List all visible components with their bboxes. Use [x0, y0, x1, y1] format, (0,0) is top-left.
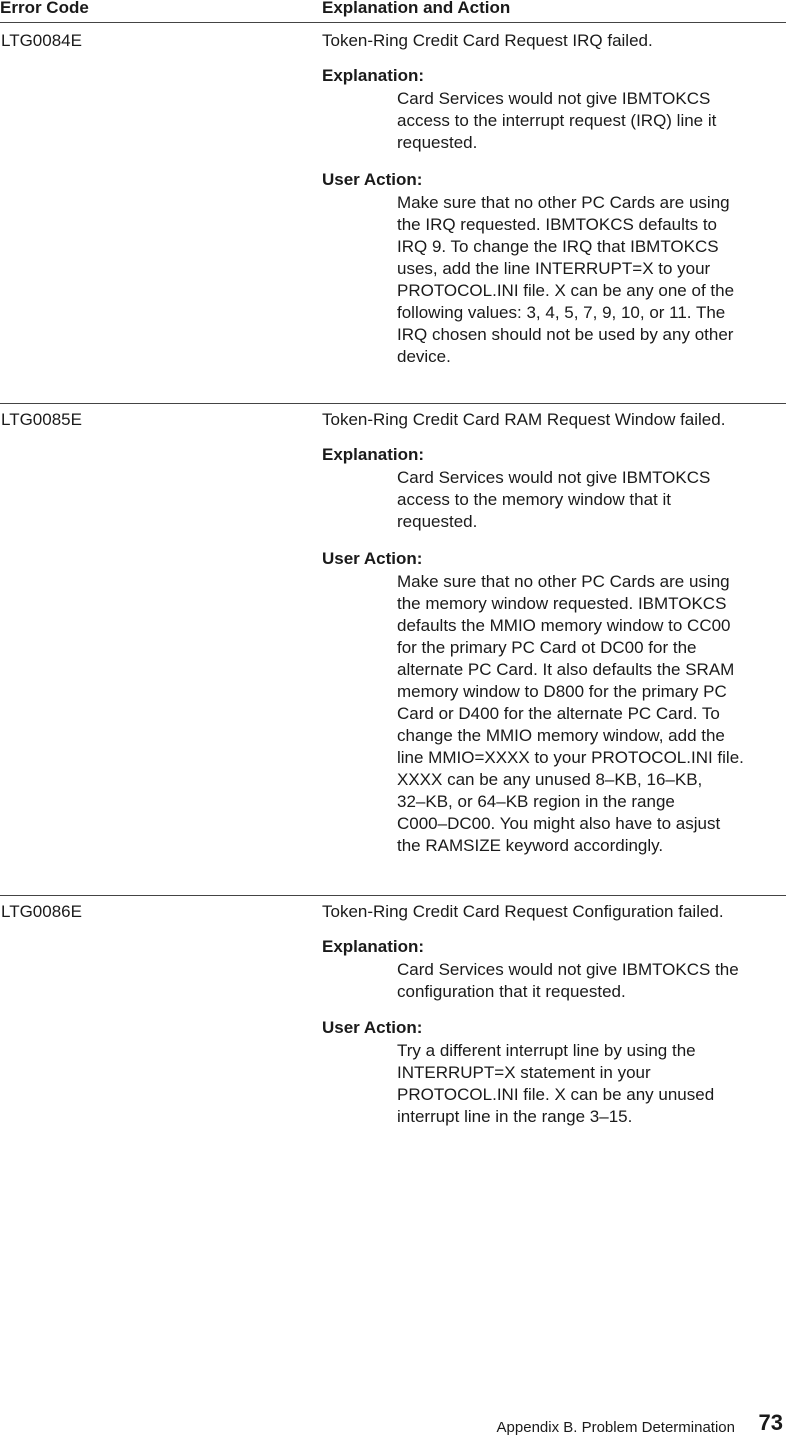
- explanation-label: Explanation:: [322, 66, 425, 85]
- user-action-label: User Action:: [322, 1018, 423, 1037]
- user-action-text: Make sure that no other PC Cards are using the memory window requested. IBMTOKCS defaults the MMIO memory window to CC00 for the primary PC Card ot DC00 for the alternate PC Card. It also defaults the SRAM memory window to D800 for the primary PC Card or D400 for the alternate PC Card. To change the MMIO memory window, add the line MMIO=XXXX to your PROTOCOL.INI file. XXXX can be any unused 8–KB, 16–KB, 32–KB, or 64–KB region in the range C000–DC00. You might also have to asjust the RAMSIZE keyword accordingly.: [397, 572, 744, 855]
- page-footer: [0, 1412, 786, 1438]
- page-number: 73: [758, 1410, 783, 1435]
- error-summary: Token-Ring Credit Card Request Configuration failed.: [322, 902, 724, 921]
- explanation-label: Explanation:: [322, 445, 425, 464]
- error-entry-ltg0086e: [0, 895, 786, 1146]
- explanation-text: Card Services would not give IBMTOKCS access to the interrupt request (IRQ) line it requested.: [397, 89, 717, 152]
- column-header-error-code: Error Code: [0, 0, 89, 17]
- error-summary: Token-Ring Credit Card Request IRQ failed.: [322, 31, 653, 50]
- error-code: LTG0085E: [1, 410, 82, 429]
- error-code: LTG0086E: [1, 902, 82, 921]
- error-summary: Token-Ring Credit Card RAM Request Window failed.: [322, 410, 726, 429]
- user-action-label: User Action:: [322, 549, 423, 568]
- table-header: [0, 0, 786, 23]
- footer-section-title: Appendix B. Problem Determination: [496, 1419, 735, 1436]
- error-entry-ltg0085e: [0, 403, 786, 892]
- explanation-text: Card Services would not give IBMTOKCS access to the memory window that it requested.: [397, 468, 711, 531]
- user-action-text: Try a different interrupt line by using the INTERRUPT=X statement in your PROTOCOL.INI file. X can be any unused interrupt line in the range 3–15.: [397, 1041, 715, 1126]
- explanation-label: Explanation:: [322, 937, 425, 956]
- error-code: LTG0084E: [1, 31, 82, 50]
- error-entry-ltg0084e: [0, 30, 786, 400]
- user-action-text: Make sure that no other PC Cards are using the IRQ requested. IBMTOKCS defaults to IRQ 9. To change the IRQ that IBMTOKCS uses, add the line INTERRUPT=X to your PROTOCOL.INI file. X can be any one of the following values: 3, 4, 5, 7, 9, 10, or 11. The IRQ chosen should not be used by any other device.: [397, 193, 735, 366]
- column-header-explanation-action: Explanation and Action: [322, 0, 511, 17]
- user-action-label: User Action:: [322, 170, 423, 189]
- explanation-text: Card Services would not give IBMTOKCS the configuration that it requested.: [397, 960, 739, 1001]
